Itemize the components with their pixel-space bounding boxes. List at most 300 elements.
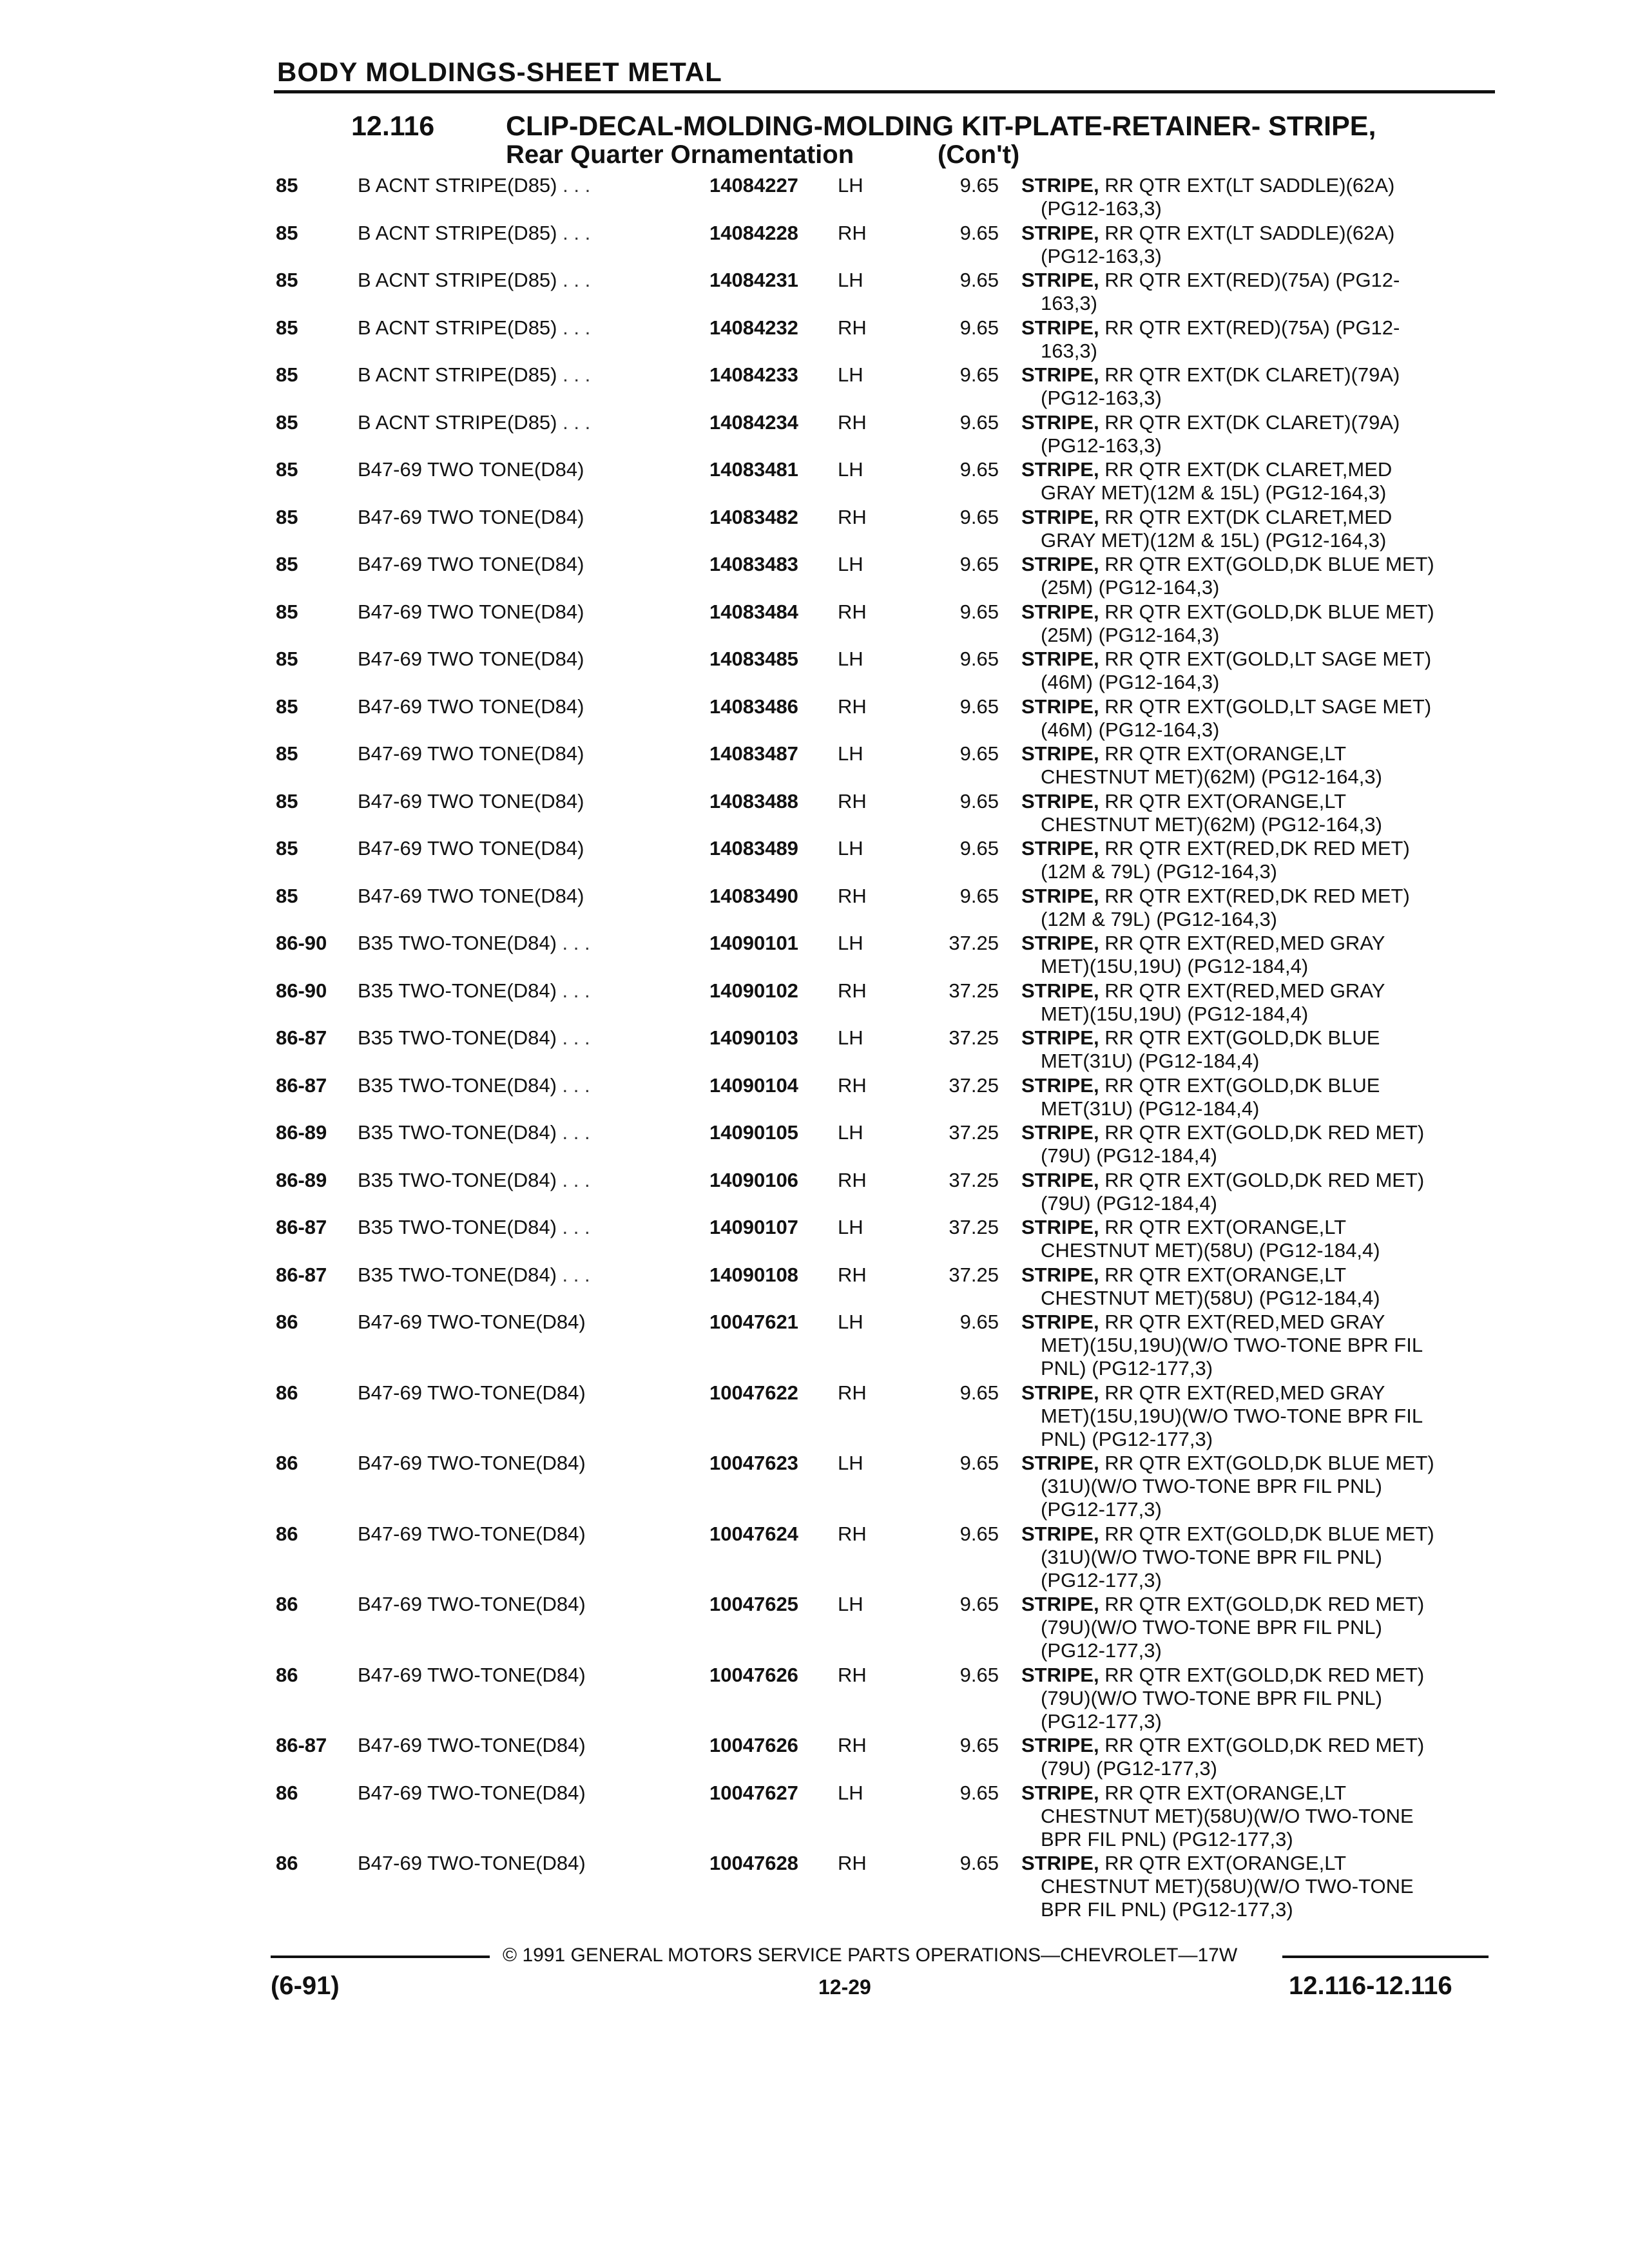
part-description [1021, 1121, 1492, 1168]
price: 9.65 [959, 363, 999, 386]
side-code: LH [838, 174, 863, 197]
model-code: B47-69 TWO-TONE(D84) . . . [358, 1523, 590, 1546]
price: 9.65 [959, 269, 999, 291]
description-continuation: (PG12-163,3) [1041, 434, 1162, 457]
model-code: B47-69 TWO TONE(D84) . . . [358, 837, 590, 860]
description-continuation: (25M) (PG12-164,3) [1041, 576, 1220, 599]
part-description [1021, 790, 1492, 836]
part-number: 10047622 [706, 1381, 838, 1405]
model-year: 86-90 [276, 979, 327, 1002]
price: 9.65 [959, 742, 999, 765]
section-number: 12.116 [351, 111, 435, 142]
description-text: RR QTR EXT(GOLD,DK RED MET) [1099, 1121, 1425, 1144]
description-text: RR QTR EXT(ORANGE,LT [1099, 742, 1347, 765]
description-text: RR QTR EXT(RED,MED GRAY [1099, 1381, 1385, 1404]
description-continuation: MET)(15U,19U) (PG12-184,4) [1041, 1002, 1309, 1025]
page-header [277, 57, 1179, 88]
model-code: B35 TWO-TONE(D84) . . . [358, 1169, 590, 1192]
description-keyword: STRIPE, [1021, 458, 1099, 481]
model-code: B35 TWO-TONE(D84) . . . [358, 1074, 590, 1097]
part-description [1021, 979, 1492, 1026]
model-year: 85 [276, 648, 298, 670]
model-year: 86 [276, 1593, 298, 1615]
part-description [1021, 1593, 1492, 1662]
description-keyword: STRIPE, [1021, 410, 1099, 434]
description-continuation: 163,3) [1041, 339, 1097, 362]
part-number: 14090102 [706, 979, 838, 1003]
description-continuation: MET)(15U,19U)(W/O TWO-TONE BPR FIL PNL) (PG12-177,3) [1041, 1334, 1423, 1379]
price: 9.65 [959, 1781, 999, 1804]
price: 9.65 [959, 410, 999, 434]
description-line [1021, 411, 1400, 434]
description-text: RR QTR EXT(GOLD,DK BLUE MET) [1099, 553, 1434, 575]
model-year: 85 [276, 221, 298, 244]
model-year: 86-89 [276, 1121, 327, 1144]
description-line [1021, 222, 1394, 244]
part-description [1021, 1074, 1492, 1120]
description-line [1021, 1734, 1424, 1756]
part-description [1021, 174, 1492, 220]
price: 9.65 [959, 221, 999, 244]
price: 9.65 [959, 1311, 999, 1333]
description-line [1021, 742, 1346, 765]
model-year: 85 [276, 505, 298, 528]
description-line [1021, 1074, 1380, 1097]
part-description [1021, 1782, 1492, 1851]
description-text: RR QTR EXT(ORANGE,LT [1099, 789, 1347, 812]
model-year: 86-87 [276, 1073, 327, 1097]
description-keyword: STRIPE, [1021, 1026, 1099, 1049]
description-text: RR QTR EXT(GOLD,DK BLUE MET) [1099, 1522, 1434, 1545]
side-code: RH [838, 884, 867, 907]
model-code: B47-69 TWO-TONE(D84) . . . [358, 1782, 590, 1805]
description-continuation: (25M) (PG12-164,3) [1041, 623, 1220, 646]
model-code: B47-69 TWO TONE(D84) . . . [358, 790, 590, 813]
side-code: RH [838, 1073, 867, 1097]
description-text: RR QTR EXT(DK CLARET)(79A) [1099, 410, 1400, 434]
description-continuation: (79U) (PG12-184,4) [1041, 1144, 1217, 1167]
price: 9.65 [959, 789, 999, 812]
description-keyword: STRIPE, [1021, 1452, 1099, 1474]
model-code: B47-69 TWO-TONE(D84) . . . [358, 1852, 590, 1875]
side-code: LH [838, 269, 863, 291]
description-line [1021, 1381, 1385, 1404]
model-code: B ACNT STRIPE(D85) . . . [358, 316, 590, 340]
model-code: B47-69 TWO TONE(D84) . . . [358, 553, 590, 576]
side-code: LH [838, 932, 863, 954]
description-continuation: (46M) (PG12-164,3) [1041, 718, 1220, 741]
description-continuation: 163,3) [1041, 292, 1097, 314]
description-continuation: (31U)(W/O TWO-TONE BPR FIL PNL) (PG12-177,3) [1041, 1545, 1382, 1591]
model-code: B47-69 TWO-TONE(D84) . . . [358, 1452, 590, 1475]
model-year: 86-87 [276, 1263, 327, 1286]
description-keyword: STRIPE, [1021, 1593, 1099, 1615]
footer-page-number: 12-29 [818, 1975, 871, 1999]
part-number: 10047621 [706, 1311, 838, 1334]
description-keyword: STRIPE, [1021, 789, 1099, 812]
description-line [1021, 1452, 1434, 1474]
description-keyword: STRIPE, [1021, 1381, 1099, 1404]
description-keyword: STRIPE, [1021, 316, 1099, 339]
description-text: RR QTR EXT(GOLD,DK RED MET) [1099, 1593, 1425, 1615]
description-continuation: CHESTNUT MET)(58U)(W/O TWO-TONE BPR FIL PNL) (PG12-177,3) [1041, 1875, 1414, 1921]
description-keyword: STRIPE, [1021, 695, 1099, 718]
footer-date: (6-91) [271, 1972, 340, 2000]
description-continuation: MET(31U) (PG12-184,4) [1041, 1050, 1260, 1072]
price: 9.65 [959, 1593, 999, 1615]
description-continuation: (79U) (PG12-177,3) [1041, 1757, 1217, 1780]
model-code: B35 TWO-TONE(D84) . . . [358, 1026, 590, 1050]
part-number: 14083489 [706, 837, 838, 860]
side-code: LH [838, 1311, 863, 1333]
description-line [1021, 790, 1346, 812]
price: 9.65 [959, 553, 999, 575]
model-year: 86-89 [276, 1168, 327, 1191]
price: 9.65 [959, 505, 999, 528]
price: 37.25 [949, 1216, 999, 1238]
description-continuation: (31U)(W/O TWO-TONE BPR FIL PNL) (PG12-177,3) [1041, 1475, 1382, 1521]
description-text: RR QTR EXT(ORANGE,LT [1099, 1852, 1347, 1874]
price: 37.25 [949, 979, 999, 1002]
description-keyword: STRIPE, [1021, 363, 1099, 386]
part-number: 14083488 [706, 790, 838, 813]
description-line [1021, 506, 1392, 528]
part-number: 10047626 [706, 1734, 838, 1757]
price: 9.65 [959, 837, 999, 860]
part-description [1021, 648, 1492, 694]
part-number: 14090105 [706, 1121, 838, 1144]
description-keyword: STRIPE, [1021, 932, 1099, 954]
footer-rule-right [1282, 1956, 1489, 1958]
description-text: RR QTR EXT(RED,MED GRAY [1099, 1311, 1385, 1333]
side-code: LH [838, 363, 863, 386]
part-description [1021, 695, 1492, 742]
part-number: 14083483 [706, 553, 838, 576]
description-line [1021, 1121, 1424, 1144]
side-code: RH [838, 1734, 867, 1756]
model-year: 85 [276, 410, 298, 434]
description-text: RR QTR EXT(LT SADDLE)(62A) [1099, 221, 1395, 244]
part-description [1021, 1216, 1492, 1262]
description-line [1021, 316, 1400, 339]
price: 9.65 [959, 174, 999, 197]
description-text: RR QTR EXT(GOLD,DK RED MET) [1099, 1734, 1425, 1756]
model-year: 86 [276, 1311, 298, 1333]
side-code: LH [838, 837, 863, 860]
model-code: B47-69 TWO-TONE(D84) . . . [358, 1381, 590, 1405]
footer-copyright: © 1991 GENERAL MOTORS SERVICE PARTS OPERATIONS—CHEVROLET—17W [503, 1945, 1238, 1966]
description-line [1021, 695, 1431, 718]
description-line [1021, 979, 1385, 1002]
model-code: B47-69 TWO-TONE(D84) . . . [358, 1734, 590, 1757]
description-line [1021, 601, 1434, 623]
part-description [1021, 506, 1492, 552]
model-year: 85 [276, 363, 298, 386]
description-text: RR QTR EXT(GOLD,DK RED MET) [1099, 1168, 1425, 1191]
model-code: B ACNT STRIPE(D85) . . . [358, 269, 590, 292]
description-continuation: (46M) (PG12-164,3) [1041, 671, 1220, 693]
side-code: LH [838, 1216, 863, 1238]
model-code: B47-69 TWO TONE(D84) . . . [358, 648, 590, 671]
model-year: 85 [276, 269, 298, 291]
footer-rule-left [271, 1956, 490, 1958]
description-keyword: STRIPE, [1021, 884, 1099, 907]
side-code: RH [838, 979, 867, 1002]
part-description [1021, 1452, 1492, 1521]
description-line [1021, 174, 1394, 197]
description-keyword: STRIPE, [1021, 1121, 1099, 1144]
part-number: 10047624 [706, 1523, 838, 1546]
description-line [1021, 1523, 1434, 1545]
part-description [1021, 1381, 1492, 1451]
model-year: 86-87 [276, 1216, 327, 1238]
part-number: 14084231 [706, 269, 838, 292]
side-code: RH [838, 1522, 867, 1545]
description-keyword: STRIPE, [1021, 648, 1099, 670]
model-year: 85 [276, 316, 298, 339]
side-code: LH [838, 1452, 863, 1474]
description-keyword: STRIPE, [1021, 1263, 1099, 1286]
description-text: RR QTR EXT(DK CLARET)(79A) [1099, 363, 1400, 386]
part-number: 14083487 [706, 742, 838, 765]
description-text: RR QTR EXT(DK CLARET,MED [1099, 505, 1393, 528]
description-keyword: STRIPE, [1021, 1852, 1099, 1874]
price: 9.65 [959, 1452, 999, 1474]
description-continuation: (PG12-163,3) [1041, 387, 1162, 409]
model-year: 85 [276, 553, 298, 575]
model-code: B47-69 TWO TONE(D84) . . . [358, 458, 590, 481]
part-description [1021, 885, 1492, 931]
model-code: B ACNT STRIPE(D85) . . . [358, 222, 590, 245]
description-continuation: CHESTNUT MET)(58U) (PG12-184,4) [1041, 1239, 1380, 1262]
side-code: RH [838, 1263, 867, 1286]
model-year: 85 [276, 884, 298, 907]
part-number: 14083485 [706, 648, 838, 671]
model-code: B ACNT STRIPE(D85) . . . [358, 363, 590, 387]
description-continuation: CHESTNUT MET)(58U) (PG12-184,4) [1041, 1286, 1380, 1309]
description-continuation: CHESTNUT MET)(58U)(W/O TWO-TONE BPR FIL PNL) (PG12-177,3) [1041, 1804, 1414, 1850]
description-keyword: STRIPE, [1021, 1663, 1099, 1686]
description-text: RR QTR EXT(GOLD,DK RED MET) [1099, 1663, 1425, 1686]
model-code: B35 TWO-TONE(D84) . . . [358, 979, 590, 1003]
side-code: RH [838, 410, 867, 434]
side-code: RH [838, 1168, 867, 1191]
description-keyword: STRIPE, [1021, 553, 1099, 575]
model-year: 85 [276, 789, 298, 812]
model-year: 86-87 [276, 1026, 327, 1049]
description-text: RR QTR EXT(GOLD,LT SAGE MET) [1099, 695, 1432, 718]
model-year: 86-90 [276, 932, 327, 954]
model-code: B47-69 TWO TONE(D84) . . . [358, 506, 590, 529]
description-text: RR QTR EXT(RED,DK RED MET) [1099, 884, 1410, 907]
description-text: RR QTR EXT(RED,DK RED MET) [1099, 837, 1410, 860]
description-line [1021, 1169, 1424, 1191]
description-keyword: STRIPE, [1021, 505, 1099, 528]
description-continuation: GRAY MET)(12M & 15L) (PG12-164,3) [1041, 528, 1387, 552]
model-year: 86 [276, 1522, 298, 1545]
description-line [1021, 1852, 1346, 1874]
part-description [1021, 269, 1492, 315]
description-line [1021, 458, 1392, 481]
section-title: CLIP-DECAL-MOLDING-MOLDING KIT-PLATE-RETAINER- STRIPE, [506, 111, 1376, 142]
description-line [1021, 1216, 1346, 1238]
model-code: B35 TWO-TONE(D84) . . . [358, 1121, 590, 1144]
side-code: LH [838, 742, 863, 765]
price: 9.65 [959, 600, 999, 623]
description-line [1021, 932, 1385, 954]
description-keyword: STRIPE, [1021, 1522, 1099, 1545]
description-continuation: (12M & 79L) (PG12-164,3) [1041, 907, 1278, 930]
description-text: RR QTR EXT(GOLD,DK BLUE [1099, 1026, 1380, 1049]
section-subtitle: Rear Quarter Ornamentation [506, 140, 854, 169]
model-code: B47-69 TWO TONE(D84) . . . [358, 742, 590, 765]
side-code: RH [838, 221, 867, 244]
price: 9.65 [959, 1663, 999, 1686]
description-text: RR QTR EXT(RED)(75A) (PG12- [1099, 269, 1400, 291]
side-code: RH [838, 600, 867, 623]
continued-label: (Con't) [938, 140, 1020, 169]
description-line [1021, 648, 1431, 670]
description-continuation: GRAY MET)(12M & 15L) (PG12-164,3) [1041, 481, 1387, 504]
description-keyword: STRIPE, [1021, 979, 1099, 1002]
part-description [1021, 1311, 1492, 1380]
part-number: 14083490 [706, 885, 838, 908]
description-continuation: (PG12-163,3) [1041, 197, 1162, 220]
part-number: 14084228 [706, 222, 838, 245]
model-code: B35 TWO-TONE(D84) . . . [358, 1216, 590, 1239]
description-continuation: CHESTNUT MET)(62M) (PG12-164,3) [1041, 765, 1382, 788]
model-code: B47-69 TWO-TONE(D84) . . . [358, 1664, 590, 1687]
description-continuation: (PG12-163,3) [1041, 244, 1162, 267]
price: 9.65 [959, 458, 999, 481]
description-line [1021, 1664, 1424, 1686]
price: 9.65 [959, 695, 999, 718]
model-year: 86 [276, 1381, 298, 1404]
description-line [1021, 553, 1434, 575]
price: 9.65 [959, 1852, 999, 1874]
part-number: 14084234 [706, 411, 838, 434]
price: 37.25 [949, 1263, 999, 1286]
part-description [1021, 363, 1492, 410]
description-keyword: STRIPE, [1021, 742, 1099, 765]
part-description [1021, 1852, 1492, 1921]
part-description [1021, 1523, 1492, 1592]
model-year: 85 [276, 695, 298, 718]
part-description [1021, 742, 1492, 789]
page-title: BODY MOLDINGS-SHEET METAL [277, 57, 722, 87]
model-year: 85 [276, 458, 298, 481]
side-code: RH [838, 789, 867, 812]
part-description [1021, 1734, 1492, 1780]
part-description [1021, 316, 1492, 363]
description-text: RR QTR EXT(GOLD,DK BLUE [1099, 1073, 1380, 1097]
description-keyword: STRIPE, [1021, 221, 1099, 244]
part-number: 14084232 [706, 316, 838, 340]
description-continuation: (79U)(W/O TWO-TONE BPR FIL PNL) (PG12-177,3) [1041, 1686, 1382, 1733]
model-code: B ACNT STRIPE(D85) . . . [358, 411, 590, 434]
description-continuation: (12M & 79L) (PG12-164,3) [1041, 860, 1278, 883]
price: 9.65 [959, 648, 999, 670]
model-code: B47-69 TWO-TONE(D84) . . . [358, 1593, 590, 1616]
part-number: 14083486 [706, 695, 838, 718]
part-number: 14090108 [706, 1264, 838, 1287]
description-text: RR QTR EXT(RED,MED GRAY [1099, 932, 1385, 954]
price: 9.65 [959, 1734, 999, 1756]
part-number: 10047628 [706, 1852, 838, 1875]
description-text: RR QTR EXT(GOLD,DK BLUE MET) [1099, 1452, 1434, 1474]
description-text: RR QTR EXT(RED,MED GRAY [1099, 979, 1385, 1002]
model-year: 85 [276, 837, 298, 860]
description-text: RR QTR EXT(LT SADDLE)(62A) [1099, 174, 1395, 197]
part-number: 14090101 [706, 932, 838, 955]
description-keyword: STRIPE, [1021, 1073, 1099, 1097]
price: 37.25 [949, 932, 999, 954]
part-description [1021, 1264, 1492, 1310]
side-code: LH [838, 553, 863, 575]
part-number: 14090103 [706, 1026, 838, 1050]
side-code: LH [838, 1026, 863, 1049]
price: 37.25 [949, 1026, 999, 1049]
side-code: RH [838, 505, 867, 528]
side-code: LH [838, 458, 863, 481]
price: 37.25 [949, 1168, 999, 1191]
header-rule [274, 90, 1495, 93]
description-line [1021, 837, 1410, 860]
part-description [1021, 458, 1492, 505]
part-description [1021, 222, 1492, 268]
part-number: 14083484 [706, 601, 838, 624]
model-code: B47-69 TWO TONE(D84) . . . [358, 695, 590, 718]
model-code: B35 TWO-TONE(D84) . . . [358, 932, 590, 955]
model-year: 86 [276, 1852, 298, 1874]
model-code: B35 TWO-TONE(D84) . . . [358, 1264, 590, 1287]
part-description [1021, 553, 1492, 599]
part-number: 14090107 [706, 1216, 838, 1239]
description-text: RR QTR EXT(ORANGE,LT [1099, 1216, 1347, 1238]
part-description [1021, 837, 1492, 883]
model-code: B47-69 TWO TONE(D84) . . . [358, 601, 590, 624]
description-continuation: CHESTNUT MET)(62M) (PG12-164,3) [1041, 812, 1382, 836]
side-code: LH [838, 648, 863, 670]
side-code: RH [838, 316, 867, 339]
part-number: 10047623 [706, 1452, 838, 1475]
description-continuation: MET)(15U,19U)(W/O TWO-TONE BPR FIL PNL) (PG12-177,3) [1041, 1404, 1423, 1450]
model-year: 85 [276, 742, 298, 765]
description-keyword: STRIPE, [1021, 269, 1099, 291]
description-continuation: (79U)(W/O TWO-TONE BPR FIL PNL) (PG12-177,3) [1041, 1616, 1382, 1662]
description-line [1021, 1311, 1385, 1333]
description-line [1021, 1593, 1424, 1615]
description-line [1021, 1026, 1380, 1049]
description-text: RR QTR EXT(GOLD,LT SAGE MET) [1099, 648, 1432, 670]
description-continuation: (79U) (PG12-184,4) [1041, 1191, 1217, 1215]
part-description [1021, 411, 1492, 457]
part-number: 14083481 [706, 458, 838, 481]
part-description [1021, 1169, 1492, 1215]
description-keyword: STRIPE, [1021, 1781, 1099, 1804]
model-year: 86 [276, 1663, 298, 1686]
part-number: 10047626 [706, 1664, 838, 1687]
description-text: RR QTR EXT(GOLD,DK BLUE MET) [1099, 600, 1434, 623]
side-code: RH [838, 1852, 867, 1874]
description-keyword: STRIPE, [1021, 1734, 1099, 1756]
description-keyword: STRIPE, [1021, 837, 1099, 860]
description-line [1021, 1264, 1346, 1286]
description-text: RR QTR EXT(ORANGE,LT [1099, 1263, 1347, 1286]
part-number: 14084227 [706, 174, 838, 197]
description-line [1021, 363, 1400, 386]
description-keyword: STRIPE, [1021, 174, 1099, 197]
